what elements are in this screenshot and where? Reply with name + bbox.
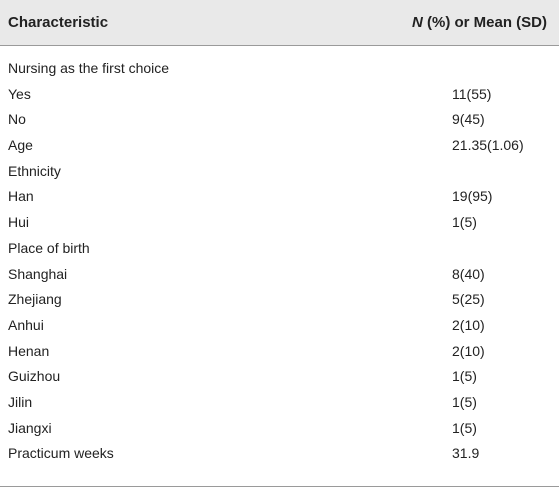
table-row [0, 287, 559, 313]
table-row [0, 159, 559, 185]
row-label: Guizhou [8, 368, 61, 385]
header-characteristic: Characteristic [8, 14, 109, 31]
row-value: 1(5) [452, 393, 477, 410]
row-label: Han [8, 188, 34, 205]
row-label: Jiangxi [8, 419, 52, 436]
row-label: Zhejiang [8, 291, 62, 308]
table-header [0, 0, 559, 46]
header-value-rest: (%) or Mean (SD) [422, 14, 547, 31]
row-value: 21.35(1.06) [452, 137, 524, 154]
row-value: 1(5) [452, 214, 477, 231]
header-value-n: N [411, 14, 423, 31]
row-label: Henan [8, 342, 50, 359]
table-row [0, 236, 559, 262]
row-value: 2(10) [452, 316, 485, 333]
table-row [0, 441, 559, 467]
table-row [0, 416, 559, 442]
header-value [412, 0, 547, 45]
row-label: Ethnicity [8, 162, 61, 179]
row-label: No [8, 111, 26, 128]
row-value: 5(25) [452, 291, 485, 308]
row-label: Place of birth [8, 239, 90, 256]
row-value: 2(10) [452, 342, 485, 359]
table-row [0, 313, 559, 339]
table-row [0, 184, 559, 210]
row-value: 11(55) [452, 85, 492, 102]
row-value: 31.9 [452, 445, 480, 462]
table-row [0, 82, 559, 108]
row-label: Practicum weeks [8, 445, 114, 462]
row-value: 1(5) [452, 368, 477, 385]
table-row [0, 390, 559, 416]
row-label: Nursing as the first choice [8, 60, 170, 76]
row-label: Age [8, 137, 33, 154]
table-row [0, 133, 559, 159]
row-label: Shanghai [8, 265, 68, 282]
table-row [0, 107, 559, 133]
row-label: Hui [8, 214, 30, 231]
table-row [0, 339, 559, 365]
row-value: 19(95) [452, 188, 493, 205]
table-bottom-rule [0, 486, 559, 487]
row-label: Jilin [8, 393, 33, 410]
table-row [0, 210, 559, 236]
table-row [0, 56, 559, 82]
row-label: Yes [8, 85, 31, 102]
table-body [0, 56, 559, 467]
row-label: Anhui [8, 316, 44, 333]
row-value: 1(5) [452, 419, 477, 436]
row-value: 9(45) [452, 111, 485, 128]
table-row [0, 262, 559, 288]
table-row [0, 364, 559, 390]
row-value: 8(40) [452, 265, 485, 282]
